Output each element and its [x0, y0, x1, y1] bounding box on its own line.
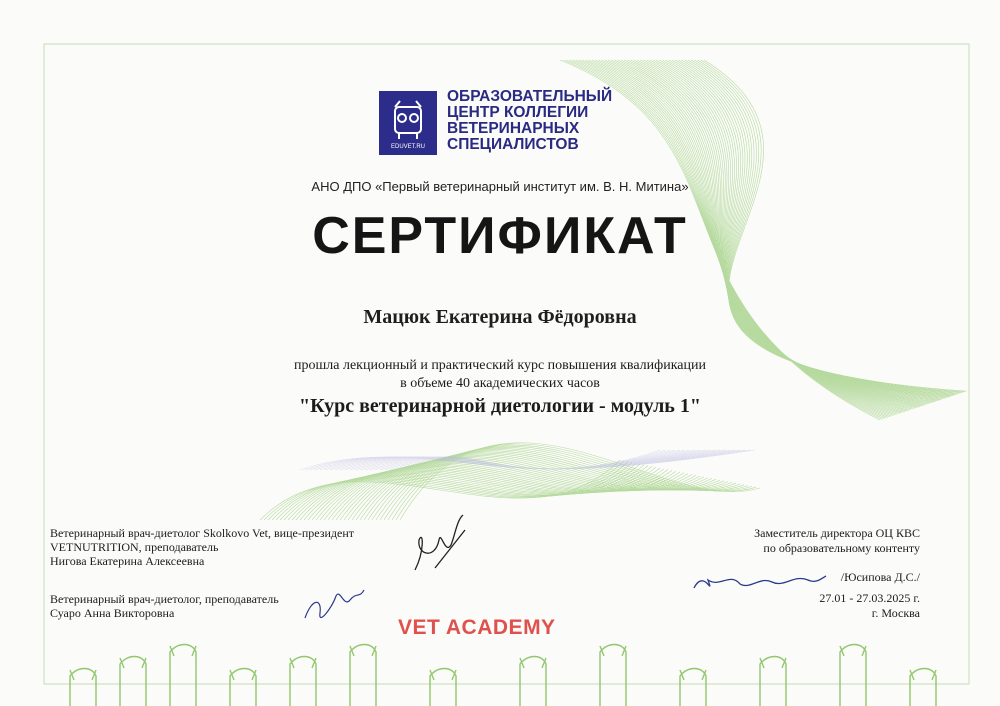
logo-line: ОБРАЗОВАТЕЛЬНЫЙ	[447, 88, 613, 105]
signature-nigova	[405, 510, 475, 580]
vet-academy-logo: VET ACADEMY	[398, 616, 556, 639]
animal-ornament	[0, 626, 1000, 706]
course-title: "Курс ветеринарной диетологии - модуль 1"	[299, 395, 701, 417]
animal-silhouette	[840, 645, 866, 706]
signatory-line: по образовательному контенту	[763, 541, 920, 555]
signatory-line: Ветеринарный врач-диетолог, преподаватель	[50, 592, 279, 606]
signatory-left-1	[50, 526, 354, 568]
animal-silhouette	[760, 657, 786, 706]
course-dates: 27.01 - 27.03.2025 г.	[819, 591, 920, 605]
animal-silhouette	[680, 669, 706, 706]
signatory-line: VETNUTRITION, преподаватель	[50, 540, 219, 554]
animal-silhouette	[520, 657, 546, 706]
animal-silhouette	[600, 645, 626, 706]
owl-logo	[379, 91, 437, 155]
signatory-line: Ветеринарный врач-диетолог Skolkovo Vet, вице-президент	[50, 526, 354, 540]
signatory-line: Нигова Екатерина Алексеевна	[50, 554, 205, 568]
logo-title	[447, 89, 627, 153]
statement-line: прошла лекционный и практический курс повышения квалификации	[293, 358, 706, 373]
logo-caption: EDUVET.RU	[390, 144, 426, 150]
signatory-line: Суаро Анна Викторовна	[50, 606, 175, 620]
animal-silhouette	[350, 645, 376, 706]
recipient-name: Мацюк Екатерина Фёдоровна	[363, 306, 637, 328]
animal-silhouette	[70, 669, 96, 706]
animal-silhouette	[290, 657, 316, 706]
organization-name: АНО ДПО «Первый ветеринарный институт им. В. Н. Митина»	[311, 179, 689, 194]
logo-line: ЦЕНТР КОЛЛЕГИИ	[447, 104, 589, 121]
signatory-line: Заместитель директора ОЦ КВС	[754, 526, 920, 540]
hours-line: в объеме 40 академических часов	[400, 376, 600, 391]
signatory-left-2	[50, 592, 279, 620]
animal-silhouette	[120, 657, 146, 706]
animal-silhouette	[230, 669, 256, 706]
signature-suaro	[300, 578, 370, 633]
animal-silhouette	[910, 669, 936, 706]
signatory-right	[754, 526, 920, 621]
city: г. Москва	[871, 606, 920, 620]
certificate-title: СЕРТИФИКАТ	[312, 207, 688, 265]
guilloche-line	[304, 469, 664, 520]
logo-line: СПЕЦИАЛИСТОВ	[447, 136, 579, 153]
owl-icon	[379, 91, 437, 155]
animal-silhouette	[170, 645, 196, 706]
animal-silhouette	[430, 669, 456, 706]
logo-line: ВЕТЕРИНАРНЫХ	[447, 120, 580, 137]
signatory-name: /Юсипова Д.С./	[840, 570, 920, 584]
